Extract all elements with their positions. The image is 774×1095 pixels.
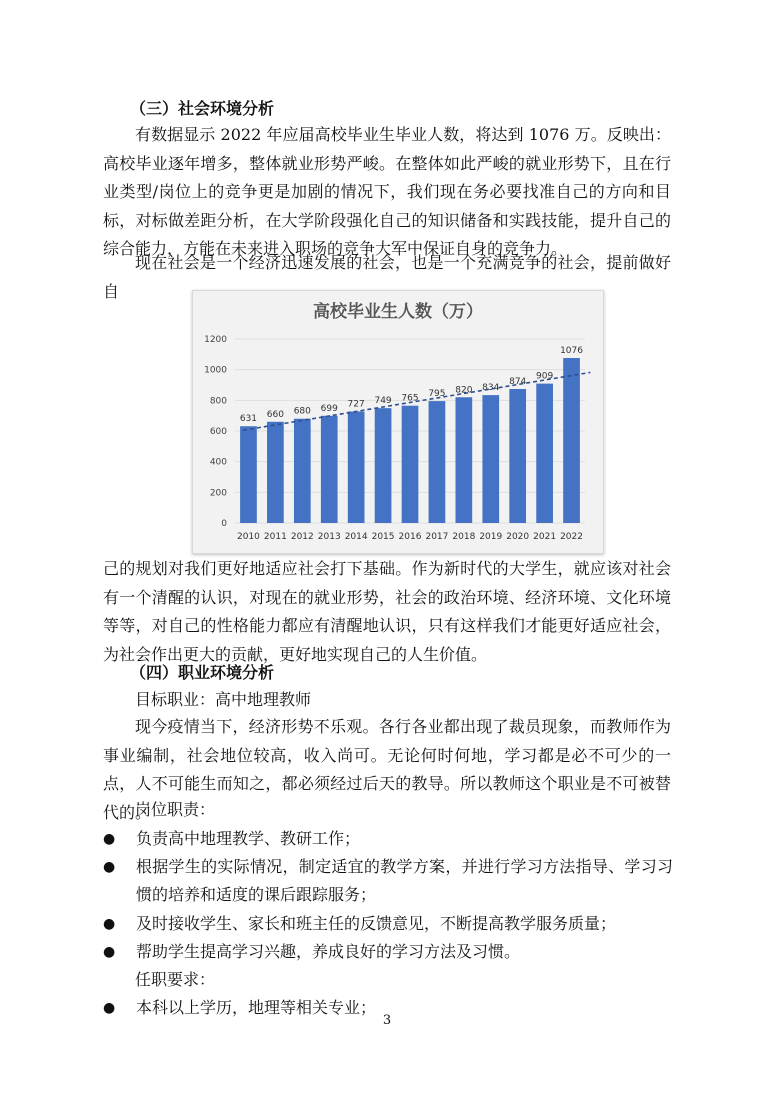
target-career: 目标职业：高中地理教师 xyxy=(135,690,312,709)
x-tick-label: 2012 xyxy=(290,532,314,542)
y-tick-label: 400 xyxy=(209,457,227,468)
data-label: 749 xyxy=(374,396,392,407)
list-item xyxy=(103,938,673,966)
duty-text: 负责高中地理教学、教研工作； xyxy=(136,829,361,848)
bar xyxy=(563,358,580,523)
requirement-text: 本科以上学历，地理等相关专业； xyxy=(136,998,377,1017)
chart-title: 高校毕业生人数（万） xyxy=(313,302,483,322)
graduates-bar-chart xyxy=(192,290,604,554)
duty-text: 根据学生的实际情况，制定适宜的教学方案，并进行学习方法指导、学习习惯的培养和适度的课后跟踪服务； xyxy=(136,857,673,904)
y-tick-label: 0 xyxy=(221,519,227,529)
data-label: 795 xyxy=(428,389,446,400)
y-tick-label: 1200 xyxy=(204,335,227,345)
list-item xyxy=(103,853,673,909)
data-label: 727 xyxy=(347,399,365,410)
data-label: 660 xyxy=(266,409,284,420)
duty-text: 帮助学生提高学习兴趣，养成良好的学习方法及习惯。 xyxy=(136,942,521,961)
data-label: 631 xyxy=(239,414,258,425)
duties-label: 岗位职责： xyxy=(135,800,216,819)
bullet-icon: ● xyxy=(103,859,116,875)
bar xyxy=(294,419,311,523)
x-tick-label: 2021 xyxy=(533,532,557,542)
data-label: 820 xyxy=(455,385,473,396)
section-heading-career-environment: （四）职业环境分析 xyxy=(130,663,275,682)
data-label: 765 xyxy=(401,393,419,404)
data-label: 909 xyxy=(536,371,554,382)
x-tick-label: 2010 xyxy=(237,532,260,542)
list-item xyxy=(103,910,673,938)
data-label: 834 xyxy=(482,383,500,394)
data-label: 699 xyxy=(320,403,338,414)
bar xyxy=(482,395,499,523)
requirements-label: 任职要求： xyxy=(135,970,216,989)
bar xyxy=(429,401,446,523)
y-tick-label: 600 xyxy=(209,427,227,437)
y-tick-label: 1000 xyxy=(204,365,227,376)
page-number: 3 xyxy=(382,1013,392,1028)
bar xyxy=(348,412,365,523)
bullet-icon: ● xyxy=(103,831,116,847)
y-tick-label: 800 xyxy=(209,396,227,407)
paragraph-society-continued: 己的规划对我们更好地适应社会打下基础。作为新时代的大学生，就应该对社会有一个清醒的认识，对现在的就业形势，社会的政治环境、经济环境、文化环境等等，对自己的性格能力都应有清醒地认识，只有这样我们才能更好适应社会，为社会作出更大的贡献，更好地实现自己的人生价值。 xyxy=(103,559,671,664)
paragraph-society-start: 现在社会是一个经济迅速发展的社会，也是一个充满竞争的社会，提前做好自 xyxy=(103,253,671,301)
bar xyxy=(375,408,392,523)
x-tick-label: 2014 xyxy=(344,532,368,542)
bar xyxy=(240,426,257,523)
x-tick-label: 2017 xyxy=(425,532,449,542)
x-tick-label: 2019 xyxy=(479,532,503,542)
chart-svg xyxy=(193,291,603,553)
bullet-icon: ● xyxy=(103,1000,116,1016)
bar xyxy=(402,406,419,523)
bar xyxy=(321,416,338,523)
bar xyxy=(456,397,473,523)
data-label: 680 xyxy=(293,406,311,417)
x-tick-label: 2016 xyxy=(398,532,422,542)
list-item xyxy=(103,825,673,853)
x-tick-label: 2015 xyxy=(371,532,395,542)
bar xyxy=(267,422,284,523)
x-tick-label: 2020 xyxy=(506,532,530,542)
bullet-icon: ● xyxy=(103,944,116,960)
x-tick-label: 2013 xyxy=(317,532,341,542)
duty-text: 及时接收学生、家长和班主任的反馈意见，不断提高教学服务质量； xyxy=(136,914,617,933)
paragraph-teacher-career: 现今疫情当下，经济形势不乐观。各行各业都出现了裁员现象，而教师作为事业编制，社会地位较高，收入尚可。无论何时何地，学习都是必不可少的一点，人不可能生而知之，都必须经过后天的教导。所以教师这个职业是不可被替代的。 xyxy=(103,717,671,822)
x-tick-label: 2018 xyxy=(452,532,476,542)
y-tick-label: 200 xyxy=(209,488,227,499)
section-heading-social-environment: （三）社会环境分析 xyxy=(130,99,275,118)
data-label: 1076 xyxy=(560,346,583,357)
bar xyxy=(509,389,526,523)
paragraph-graduates: 有数据显示 2022 年应届高校毕业生毕业人数，将达到 1076 万。反映出：高校毕业逐年增多，整体就业形势严峻。在整体如此严峻的就业形势下，且在行业类型/岗位上的竞争更是加剧的情况下，我们现在务必要找准自己的方向和目标，对标做差距分析，在大学阶段强化自己的知识储备和实践技能，提升自己的综合能力，方能在未来进入职场的竞争大军中保证自身的竞争力。 xyxy=(103,125,671,258)
bullet-icon: ● xyxy=(103,916,116,932)
x-tick-label: 2022 xyxy=(560,532,583,542)
x-tick-label: 2011 xyxy=(263,532,287,542)
data-label: 874 xyxy=(509,376,527,387)
bar xyxy=(536,384,553,523)
